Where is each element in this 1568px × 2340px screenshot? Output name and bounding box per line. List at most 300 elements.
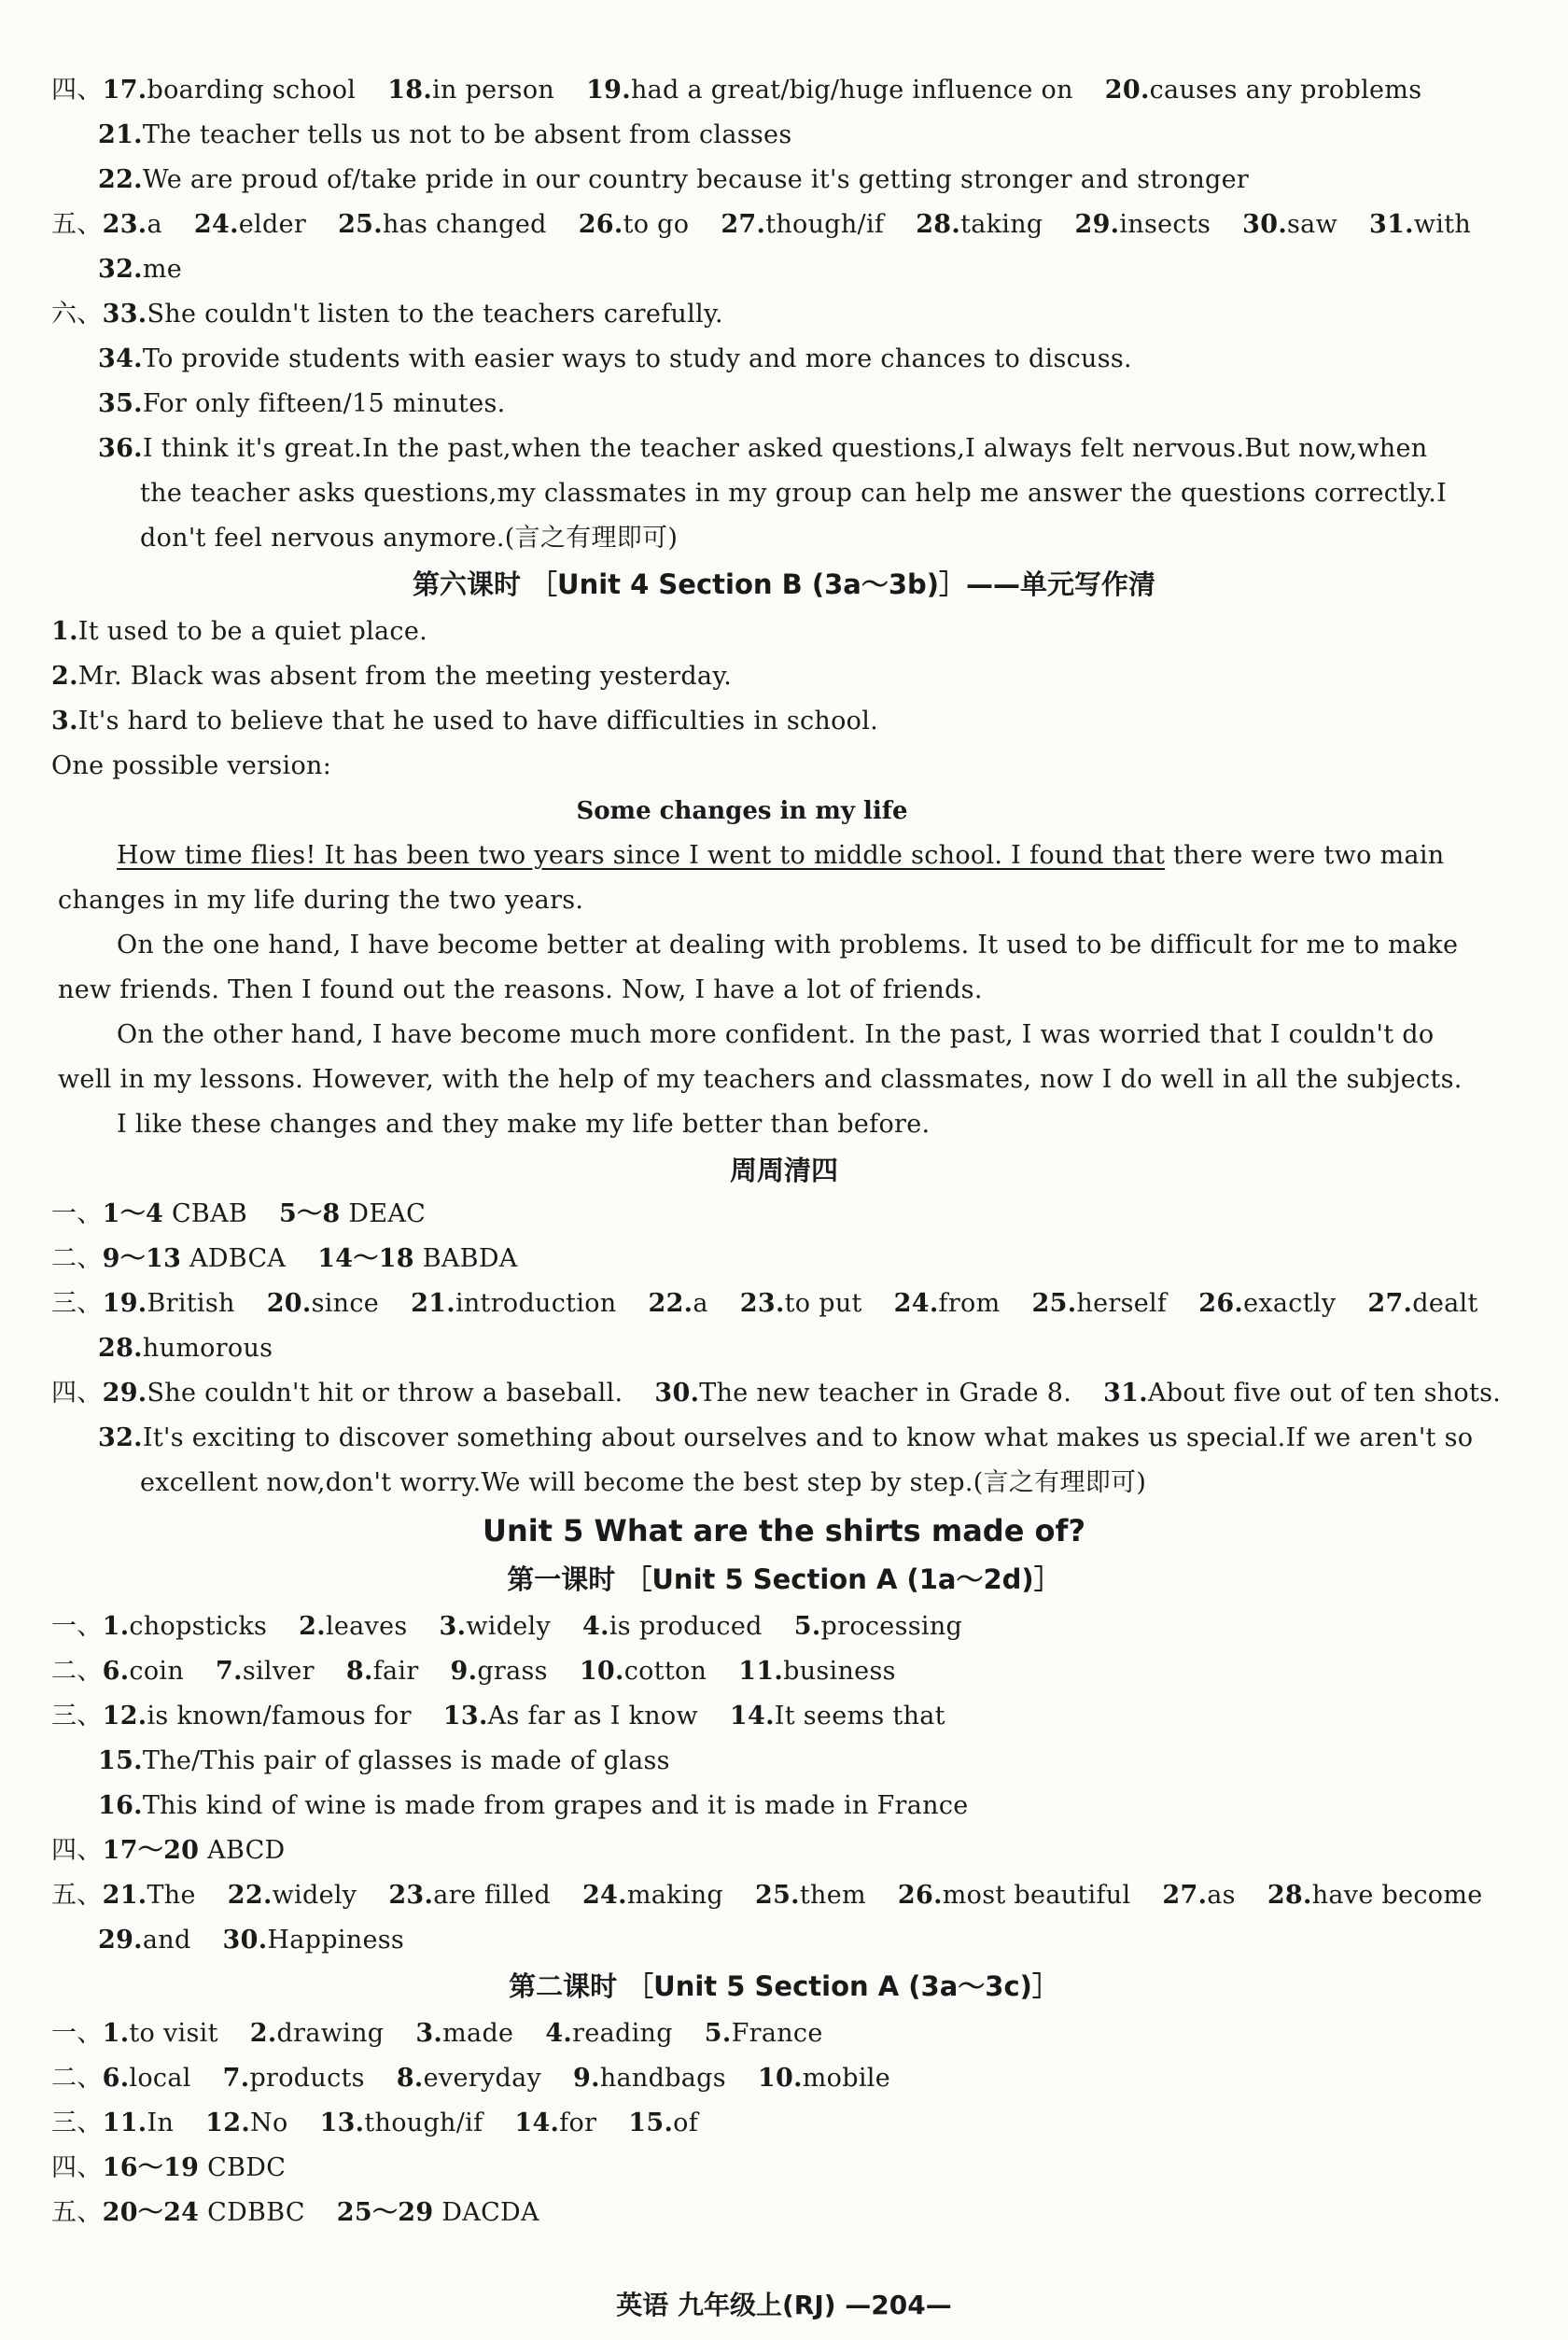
answer-item <box>397 2064 541 2093</box>
question-number: 14. <box>514 2109 560 2137</box>
answer-item <box>755 1881 866 1910</box>
answer-item <box>705 2019 823 2048</box>
question-number: 36. <box>98 434 143 463</box>
answer-item <box>1162 1881 1235 1910</box>
question-number: 25. <box>1031 1289 1077 1318</box>
answer-text: She couldn't listen to the teachers carefully. <box>147 300 723 329</box>
question-number: 23. <box>388 1881 434 1910</box>
answer-item <box>440 1612 552 1641</box>
question-number: 1. <box>102 1612 130 1641</box>
question-number: 22. <box>227 1881 273 1910</box>
answer-text: to go <box>623 210 690 239</box>
answer-row <box>51 1880 1535 1912</box>
answer-item <box>916 210 1043 239</box>
question-number: 29. <box>98 1926 143 1955</box>
weekly-heading: 周周清四 <box>729 1155 838 1186</box>
answer-row <box>98 254 1568 286</box>
answer-text: introduction <box>455 1289 617 1318</box>
answer-text: from <box>938 1289 1001 1318</box>
answer-item <box>1074 210 1211 239</box>
answer-item <box>103 1702 412 1730</box>
answer-text: in person <box>432 76 555 105</box>
answer-text: though/if <box>765 210 885 239</box>
answer-item <box>388 1881 551 1910</box>
answer-text: had a great/big/huge influence on <box>630 76 1073 105</box>
answer-text: As far as I know <box>487 1702 698 1730</box>
answer-item <box>216 1657 315 1686</box>
answer-row <box>140 523 1568 554</box>
answer-item <box>103 2064 191 2093</box>
question-number: 19. <box>586 76 631 105</box>
answer-item <box>387 76 554 105</box>
question-number: 26. <box>897 1881 943 1910</box>
answer-item <box>794 1612 962 1641</box>
answer-item <box>103 1836 286 1865</box>
answer-text: humorous <box>142 1334 273 1363</box>
answer-text: chopsticks <box>129 1612 268 1641</box>
lesson-heading: 第一课时 ［Unit 5 Section A (1a～2d)］ <box>507 1563 1061 1595</box>
answer-text: saw <box>1287 210 1337 239</box>
answer-item <box>223 2064 365 2093</box>
question-number: 25. <box>338 210 383 239</box>
question-number: 17. <box>102 76 147 105</box>
question-number: 3. <box>439 1612 467 1641</box>
answer-item <box>103 1289 235 1318</box>
answer-text: products <box>249 2064 365 2093</box>
question-number: 12. <box>205 2109 251 2137</box>
answer-item <box>1103 1379 1501 1408</box>
answer-text: have become <box>1311 1881 1483 1910</box>
essay-paragraph <box>117 1109 1568 1141</box>
answer-text: herself <box>1076 1289 1168 1318</box>
answer-item <box>103 1199 247 1228</box>
answer-item <box>514 2109 596 2137</box>
question-number: 23. <box>102 210 147 239</box>
lesson-heading: 第六课时 ［Unit 4 Section B (3a～3b)］——单元写作清 <box>412 568 1156 600</box>
question-number: 27. <box>1367 1289 1413 1318</box>
section-label: 三、 <box>51 2109 103 2137</box>
answer-item <box>1242 210 1337 239</box>
answer-row <box>51 2152 1535 2184</box>
answer-text: don't feel nervous anymore.(言之有理即可) <box>140 524 679 553</box>
question-number: 30. <box>1242 210 1288 239</box>
question-number: 22. <box>98 165 143 194</box>
answer-text: them <box>799 1881 866 1910</box>
section-label: 六、 <box>51 300 103 329</box>
question-number: 10. <box>579 1657 624 1686</box>
section-label: 四、 <box>51 1379 103 1408</box>
question-number: 2. <box>249 2019 277 2048</box>
answer-text: ABCD <box>199 1836 286 1865</box>
answer-text: everyday <box>423 2064 542 2093</box>
section-label: 四、 <box>51 2153 103 2182</box>
answer-item <box>103 76 357 105</box>
answer-row <box>51 75 1535 106</box>
answer-text: there were two main <box>1165 841 1445 870</box>
question-number: 4. <box>582 1612 609 1641</box>
question-number: 20. <box>1104 76 1150 105</box>
answer-item <box>582 1881 723 1910</box>
question-number: 21. <box>98 120 143 149</box>
question-number: 3. <box>415 2019 443 2048</box>
answer-item <box>721 210 884 239</box>
answer-text: It's hard to believe that he used to have difficulties in school. <box>77 707 879 736</box>
question-number: 8. <box>396 2064 424 2093</box>
answer-text: since <box>311 1289 380 1318</box>
answer-item <box>103 1881 196 1910</box>
question-number: 3. <box>51 707 78 736</box>
question-number: 4. <box>545 2019 573 2048</box>
answer-text: though/if <box>364 2109 483 2137</box>
question-number: 5. <box>793 1612 821 1641</box>
answer-row <box>140 1467 1568 1499</box>
answer-item <box>98 1926 191 1955</box>
question-number: 35. <box>98 389 143 418</box>
section-label: 一、 <box>51 1199 103 1228</box>
section-label: 四、 <box>51 1836 103 1865</box>
answer-text: To provide students with easier ways to study and more chances to discuss. <box>142 344 1132 373</box>
answer-text: About five out of ten shots. <box>1147 1379 1502 1408</box>
question-number: 15. <box>98 1746 143 1775</box>
question-number: 29. <box>102 1379 147 1408</box>
answer-item <box>338 210 547 239</box>
answer-text: DEAC <box>340 1199 427 1228</box>
answer-text: business <box>783 1657 896 1686</box>
answer-item <box>573 2064 726 2093</box>
answer-text: Mr. Black was absent from the meeting yesterday. <box>77 662 733 691</box>
question-number: 11. <box>738 1657 784 1686</box>
answer-item <box>654 1379 1071 1408</box>
question-number: 10. <box>757 2064 803 2093</box>
answer-text: to put <box>784 1289 862 1318</box>
answer-text: causes any problems <box>1149 76 1422 105</box>
answer-text: boarding school <box>147 76 357 105</box>
answer-row <box>140 478 1568 510</box>
question-number: 21. <box>411 1289 455 1318</box>
answer-text: DACDA <box>433 2198 539 2227</box>
answer-row <box>51 616 1535 648</box>
answer-item <box>730 1702 945 1730</box>
answer-item <box>103 210 162 239</box>
answer-row <box>51 1611 1535 1643</box>
answer-item <box>628 2109 698 2137</box>
section-label: 三、 <box>51 1702 103 1730</box>
answer-text: CDBBC <box>199 2198 305 2227</box>
answer-item <box>1369 210 1471 239</box>
answer-item <box>1105 76 1422 105</box>
answer-text: widely <box>466 1612 552 1641</box>
answer-text: British <box>147 1289 235 1318</box>
answer-row <box>98 1745 1568 1777</box>
question-number: 20～24 <box>102 2198 200 2227</box>
answer-text: a <box>147 210 162 239</box>
answer-text: elder <box>238 210 307 239</box>
answer-text: The teacher tells us not to be absent from classes <box>142 120 792 149</box>
answer-row <box>51 2063 1535 2095</box>
question-number: 15. <box>628 2109 674 2137</box>
answer-text: The new teacher in Grade 8. <box>699 1379 1072 1408</box>
answer-text: making <box>626 1881 723 1910</box>
answer-text: For only fifteen/15 minutes. <box>142 389 506 418</box>
question-number: 31. <box>1369 210 1414 239</box>
answer-text: new friends. Then I found out the reasons. Now, I have a lot of friends. <box>58 975 983 1004</box>
section-label: 二、 <box>51 2064 103 2093</box>
question-number: 1. <box>102 2019 130 2048</box>
question-number: 32. <box>98 1423 143 1452</box>
answer-item <box>586 76 1073 105</box>
answer-row <box>98 1333 1568 1365</box>
answer-item <box>337 2198 539 2227</box>
answer-row <box>98 433 1568 465</box>
answer-text: is known/famous for <box>147 1702 412 1730</box>
question-number: 6. <box>102 1657 130 1686</box>
answer-row <box>51 1701 1535 1732</box>
answer-text: to visit <box>129 2019 218 2048</box>
answer-item <box>279 1199 426 1228</box>
answer-row <box>98 1925 1568 1956</box>
answer-item <box>103 2019 218 2048</box>
question-number: 23. <box>739 1289 785 1318</box>
answer-item <box>317 1244 517 1273</box>
section-label: 二、 <box>51 1657 103 1686</box>
answer-text: for <box>559 2109 597 2137</box>
question-number: 2. <box>51 662 78 691</box>
question-number: 34. <box>98 344 143 373</box>
question-number: 17～20 <box>102 1836 200 1865</box>
answer-text: handbags <box>599 2064 726 2093</box>
question-number: 22. <box>648 1289 693 1318</box>
question-number: 7. <box>222 2064 250 2093</box>
question-number: 13. <box>442 1702 488 1730</box>
answer-text: ADBCA <box>181 1244 287 1273</box>
answer-text: and <box>142 1926 191 1955</box>
question-number: 28. <box>1267 1881 1312 1910</box>
answer-item <box>579 210 690 239</box>
question-number: 16. <box>98 1791 143 1820</box>
question-number: 24. <box>581 1881 627 1910</box>
answer-text: is produced <box>609 1612 763 1641</box>
answer-text: She couldn't hit or throw a baseball. <box>147 1379 623 1408</box>
answer-item <box>205 2109 287 2137</box>
answer-item <box>103 2153 287 2182</box>
answer-text: On the other hand, I have become much more confident. In the past, I was worried that I couldn't do <box>117 1020 1435 1049</box>
question-number: 21. <box>102 1881 147 1910</box>
question-number: 31. <box>1103 1379 1148 1408</box>
question-number: 8. <box>345 1657 373 1686</box>
answer-item <box>103 2109 175 2137</box>
answer-item <box>267 1289 379 1318</box>
answer-text: We are proud of/take pride in our country because it's getting stronger and stronger <box>142 165 1250 194</box>
answer-row <box>51 1656 1535 1688</box>
answer-item <box>443 1702 698 1730</box>
answer-item <box>103 1244 287 1273</box>
answer-text: cotton <box>623 1657 707 1686</box>
answer-item <box>758 2064 890 2093</box>
answer-text: dealt <box>1412 1289 1478 1318</box>
answer-item <box>299 1612 407 1641</box>
answer-item <box>580 1657 707 1686</box>
section-label: 二、 <box>51 1244 103 1273</box>
answer-text: excellent now,don't worry.We will become the best step by step.(言之有理即可) <box>140 1468 1147 1497</box>
answer-text: No <box>250 2109 288 2137</box>
question-number: 6. <box>102 2064 130 2093</box>
answer-text: widely <box>272 1881 357 1910</box>
section-label: 五、 <box>51 2198 103 2227</box>
answer-text: exactly <box>1243 1289 1337 1318</box>
answer-row <box>51 1835 1535 1867</box>
question-number: 14～18 <box>317 1244 414 1273</box>
question-number: 9～13 <box>102 1244 182 1273</box>
page-footer: 英语 九年级上(RJ) —204— <box>616 2290 952 2320</box>
question-number: 2. <box>299 1612 326 1641</box>
question-number: 27. <box>721 210 766 239</box>
essay-paragraph <box>58 974 1542 1006</box>
answer-text: France <box>731 2019 823 2048</box>
question-number: 30. <box>654 1379 700 1408</box>
answer-row <box>51 1243 1535 1275</box>
section-label: 四、 <box>51 76 103 105</box>
answer-text: processing <box>820 1612 963 1641</box>
question-number: 25～29 <box>336 2198 434 2227</box>
answer-text: One possible version: <box>51 751 332 780</box>
unit-heading: Unit 5 What are the shirts made of? <box>482 1513 1086 1548</box>
answer-text: I think it's great.In the past,when the teacher asked questions,I always felt nervous.But now,when <box>142 434 1428 463</box>
answer-text: local <box>129 2064 191 2093</box>
answer-text: CBDC <box>199 2153 287 2182</box>
answer-row <box>51 299 1535 330</box>
question-number: 29. <box>1074 210 1120 239</box>
question-number: 26. <box>578 210 623 239</box>
answer-item <box>582 1612 763 1641</box>
section-label: 三、 <box>51 1289 103 1318</box>
answer-row <box>51 2018 1535 2050</box>
question-number: 12. <box>102 1702 147 1730</box>
answer-text: drawing <box>276 2019 385 2048</box>
question-number: 27. <box>1162 1881 1208 1910</box>
answer-item <box>194 210 306 239</box>
question-number: 26. <box>1198 1289 1244 1318</box>
question-number: 1～4 <box>102 1199 164 1228</box>
question-number: 30. <box>222 1926 268 1955</box>
section-label: 一、 <box>51 2019 103 2048</box>
answer-row <box>98 164 1568 196</box>
question-number: 24. <box>893 1289 939 1318</box>
answer-text: well in my lessons. However, with the help of my teachers and classmates, now I do well in all the subjects. <box>58 1065 1463 1094</box>
essay-title: Some changes in my life <box>576 797 908 825</box>
answer-item <box>898 1881 1130 1910</box>
question-number: 19. <box>102 1289 147 1318</box>
answer-row <box>51 1378 1535 1409</box>
answer-text: I like these changes and they make my life better than before. <box>117 1110 931 1139</box>
question-number: 16～19 <box>102 2153 200 2182</box>
answer-text: as <box>1207 1881 1236 1910</box>
answer-text: a <box>693 1289 708 1318</box>
answer-text: insects <box>1119 210 1211 239</box>
answer-text: On the one hand, I have become better at dealing with problems. It used to be difficult for me to make <box>117 931 1459 960</box>
question-number: 18. <box>387 76 433 105</box>
answer-text: of <box>673 2109 699 2137</box>
lesson-heading: 第二课时 ［Unit 5 Section A (3a～3c)］ <box>509 1970 1059 2002</box>
answer-text: This kind of wine is made from grapes and it is made in France <box>142 1791 969 1820</box>
essay-paragraph <box>117 930 1568 961</box>
question-number: 25. <box>755 1881 800 1910</box>
answer-item <box>1367 1289 1477 1318</box>
answer-text: are filled <box>433 1881 551 1910</box>
answer-text: the teacher asks questions,my classmates in my group can help me answer the questions correctly.I <box>140 479 1448 508</box>
answer-row <box>98 1422 1568 1454</box>
answer-item <box>250 2019 385 2048</box>
question-number: 5. <box>704 2019 732 2048</box>
answer-item <box>223 1926 405 1955</box>
answer-item <box>649 1289 708 1318</box>
answer-text: In <box>147 2109 175 2137</box>
answer-text: silver <box>242 1657 315 1686</box>
answer-item <box>103 1657 184 1686</box>
answer-row <box>51 1198 1535 1230</box>
answer-text: leaves <box>325 1612 408 1641</box>
answer-row <box>98 343 1568 375</box>
answer-text: Happiness <box>267 1926 405 1955</box>
answer-text: mobile <box>802 2064 890 2093</box>
question-number: 9. <box>573 2064 600 2093</box>
answer-item <box>740 1289 862 1318</box>
question-number: 20. <box>266 1289 312 1318</box>
question-number: 24. <box>193 210 239 239</box>
answer-item <box>415 2019 513 2048</box>
section-label: 五、 <box>51 210 103 239</box>
question-number: 14. <box>729 1702 775 1730</box>
answer-item <box>451 1657 548 1686</box>
answer-item <box>411 1289 616 1318</box>
answer-text: It used to be a quiet place. <box>77 617 428 646</box>
answer-text: It seems that <box>774 1702 945 1730</box>
essay-paragraph <box>58 1064 1542 1096</box>
answer-row <box>51 1288 1535 1320</box>
question-number: 28. <box>98 1334 143 1363</box>
answer-item <box>1198 1289 1336 1318</box>
answer-row <box>51 209 1535 241</box>
question-number: 32. <box>98 255 143 284</box>
answer-row <box>98 119 1568 151</box>
answer-item <box>1267 1881 1483 1910</box>
answer-row <box>51 706 1535 737</box>
answer-item <box>346 1657 419 1686</box>
answer-text: reading <box>572 2019 673 2048</box>
answer-item <box>320 2109 483 2137</box>
answer-text: fair <box>372 1657 419 1686</box>
question-number: 5～8 <box>279 1199 341 1228</box>
answer-text: grass <box>477 1657 548 1686</box>
question-number: 28. <box>916 210 961 239</box>
essay-paragraph <box>117 1019 1568 1051</box>
answer-text: with <box>1413 210 1472 239</box>
essay-paragraph <box>117 840 1568 872</box>
answer-text: made <box>442 2019 514 2048</box>
answer-item <box>103 2198 305 2227</box>
answer-row <box>98 388 1568 420</box>
answer-item <box>738 1657 896 1686</box>
answer-text: The/This pair of glasses is made of glass <box>142 1746 670 1775</box>
essay-paragraph <box>58 885 1542 917</box>
question-number: 33. <box>102 300 147 329</box>
section-label: 五、 <box>51 1881 103 1910</box>
answer-text: me <box>142 255 183 284</box>
question-number: 7. <box>216 1657 243 1686</box>
answer-text: How time flies! It has been two years since I went to middle school. I found that <box>117 841 1166 870</box>
question-number: 9. <box>450 1657 478 1686</box>
answer-item <box>545 2019 672 2048</box>
question-number: 13. <box>319 2109 365 2137</box>
